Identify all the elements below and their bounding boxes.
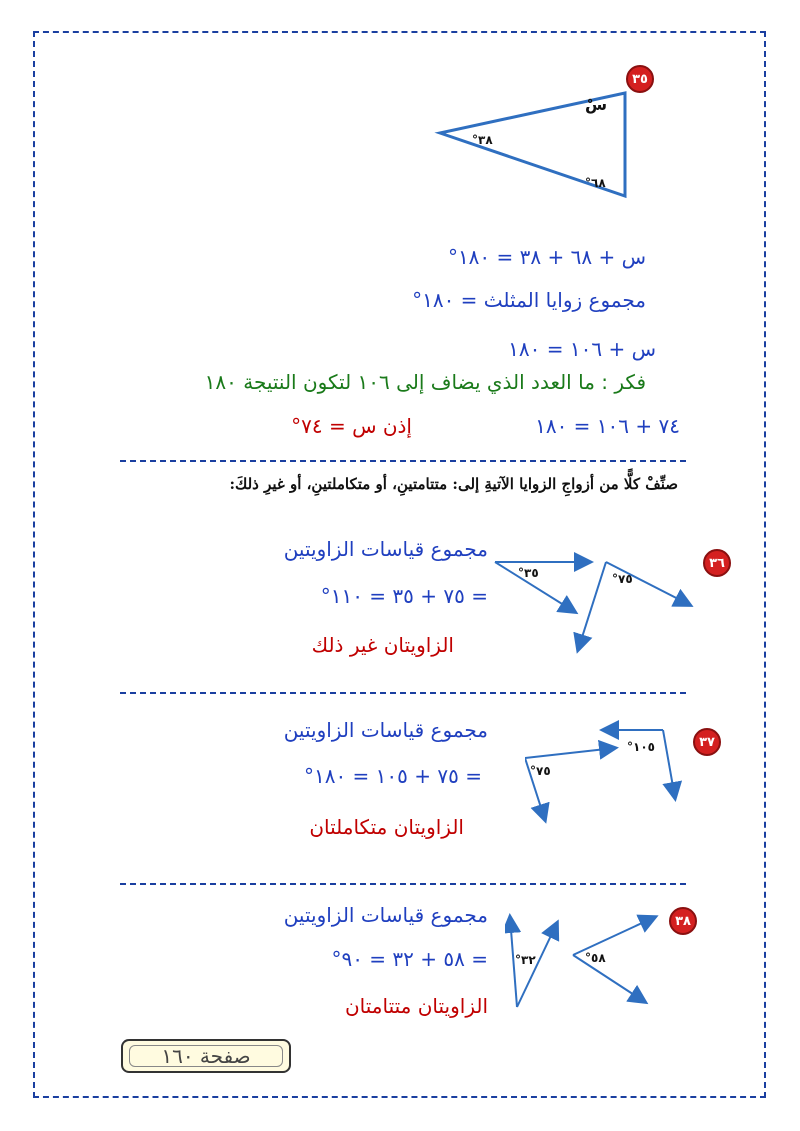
p35-line2: مجموع زوايا المثلث = ١٨٠° xyxy=(412,288,646,312)
angle-38-label: °٣٨ xyxy=(472,133,493,147)
separator xyxy=(120,883,686,885)
p38-sum: = ٥٨ + ٣٢ = ٩٠° xyxy=(331,947,488,971)
p37-result: الزاويتان متكاملتان xyxy=(309,815,464,839)
angle-68-label: °٦٨ xyxy=(585,176,606,190)
p37-angle-a: °٧٥ xyxy=(530,764,551,778)
p35-line1: س + ٦٨ + ٣٨ = ١٨٠° xyxy=(447,245,646,269)
separator xyxy=(120,460,686,462)
problem-36-badge: ٣٦ xyxy=(703,549,731,577)
angle-x-label: سْ xyxy=(585,95,608,114)
p35-answer: إذن س = ٧٤° xyxy=(291,414,412,438)
p38-result: الزاويتان متتامتان xyxy=(344,994,488,1018)
problem-38-badge: ٣٨ xyxy=(669,907,697,935)
p35-check: ٧٤ + ١٠٦ = ١٨٠ xyxy=(535,414,680,438)
page-number-box xyxy=(121,1039,291,1073)
p36-result: الزاويتان غير ذلك xyxy=(311,633,454,657)
p38-angle-b: °٥٨ xyxy=(585,951,606,965)
p36-angle-b: °٧٥ xyxy=(612,572,633,586)
instruction-text: صنِّفْ كلًّا من أزواجِ الزوايا الآتيةِ إلى: متتامتينِ، أو متكاملتينِ، أو غيرِ ذلكَ: xyxy=(229,475,678,493)
p36-sum-label: مجموع قياسات الزاويتين xyxy=(283,537,488,561)
p36-angle-a: °٣٥ xyxy=(518,566,539,580)
p37-angle-b: °١٠٥ xyxy=(627,740,655,754)
p38-sum-label: مجموع قياسات الزاويتين xyxy=(283,903,488,927)
p37-sum-label: مجموع قياسات الزاويتين xyxy=(283,718,488,742)
problem-35-badge: ٣٥ xyxy=(626,65,654,93)
p35-think: فكر : ما العدد الذي يضاف إلى ١٠٦ لتكون النتيجة ١٨٠ xyxy=(204,370,646,394)
p38-angle-a: °٣٢ xyxy=(515,953,536,967)
p37-sum: = ٧٥ + ١٠٥ = ١٨٠° xyxy=(303,764,482,788)
p35-line3: س + ١٠٦ = ١٨٠ xyxy=(508,337,656,361)
problem-37-badge: ٣٧ xyxy=(693,728,721,756)
page-number-label: صفحة ١٦٠ xyxy=(161,1044,251,1068)
p36-sum: = ٧٥ + ٣٥ = ١١٠° xyxy=(320,584,488,608)
separator xyxy=(120,692,686,694)
